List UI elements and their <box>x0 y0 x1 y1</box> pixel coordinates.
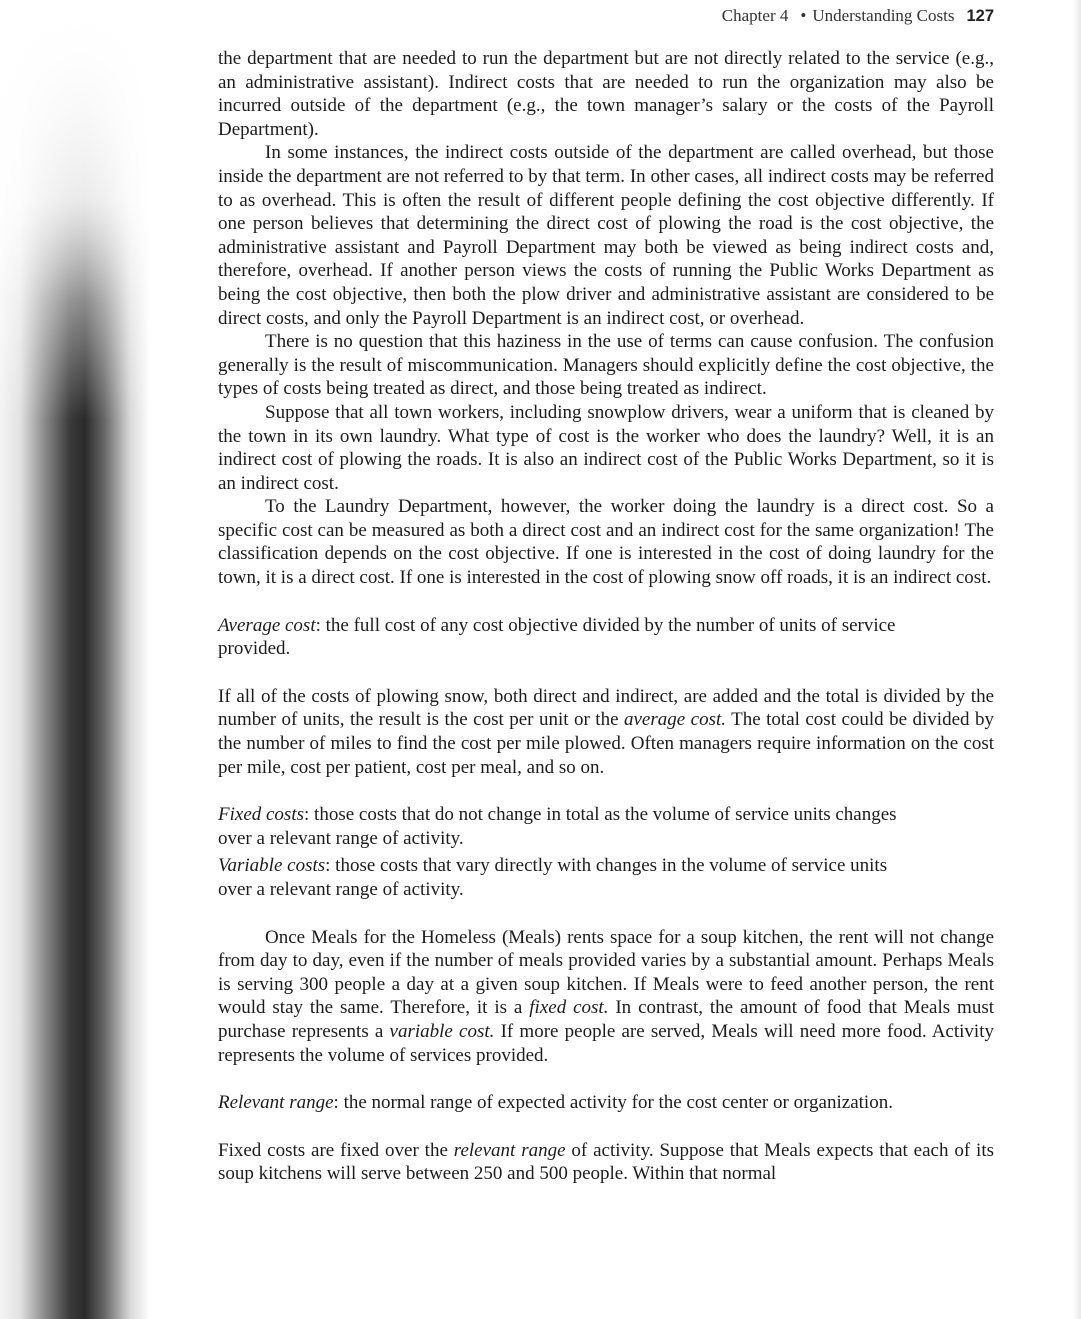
paragraph-2: In some instances, the indirect costs outside of the department are called overhead, but those inside the department are not referred to by that term. In other cases, all indirect costs may be referred to as overhead. This is often the result of different people defining the cost objective differently. If one person believes that determining the direct cost of plowing the road is the cost objective, the administrative assistant and Payroll Department may both be viewed as being indirect costs and, therefore, overhead. If another person views the costs of running the Public Works Department as being the cost objective, then both the plow driver and administrative assistant are considered to be direct costs, and only the Payroll Department is an indirect cost, or overhead. <box>218 142 994 329</box>
paragraph-4: Suppose that all town workers, including snowplow drivers, wear a uniform that is cleaned by the town in its own laundry. What type of cost is the worker who does the laundry? Well, it is an indirect cost of plowing the roads. It is also an indirect cost of the Public Works Department, so it is an indirect cost. <box>218 401 994 494</box>
term-variable-cost: variable cost. <box>389 1020 495 1042</box>
definition-text: : the full cost of any cost objective divided by the number of units of service provided. <box>218 614 896 660</box>
running-head <box>722 6 994 30</box>
scan-edge-fade <box>0 0 150 420</box>
page-fold-shadow <box>1073 0 1081 1319</box>
definition-variable-costs <box>218 854 918 901</box>
paragraph-7: Once Meals for the Homeless (Meals) rents space for a soup kitchen, the rent will not change from day to day, even if the number of meals provided varies by a substantial amount. Perhaps Meals is serving 300 people a day at a given soup kitchen. If Meals were to feed another person, the rent would stay the same. Therefore, it is a fixed cost. In contrast, the amount of food that Meals must purchase represents a variable cost. If more people are served, Meals will need more food. Activity represents the volume of services provided. <box>218 926 994 1066</box>
definition-term: Variable costs <box>218 855 326 877</box>
definition-term: Average cost <box>218 614 316 636</box>
definition-term: Relevant range <box>218 1092 334 1114</box>
definition-fixed-costs <box>218 803 918 850</box>
term-relevant-range: relevant range <box>453 1139 566 1161</box>
paragraph-8: Fixed costs are fixed over the relevant range of activity. Suppose that Meals expects that each of its soup kitchens will serve between 250 and 500 people. Within that normal <box>218 1139 995 1185</box>
definition-text: : those costs that vary directly with changes in the volume of service units over a relevant range of activity. <box>218 855 888 900</box>
header-bullet: • <box>800 6 807 25</box>
chapter-label: Chapter 4 <box>721 6 789 25</box>
page-number: 127 <box>966 7 994 25</box>
paragraph-3: There is no question that this haziness in the use of terms can cause confusion. The confusion generally is the result of miscommunication. Managers should explicitly define the cost objective, the types of costs being treated as direct, and those being treated as indirect. <box>218 331 994 400</box>
term-average-cost: average cost. <box>623 709 726 731</box>
definition-text: : the normal range of expected activity for the cost center or organization. <box>333 1092 893 1114</box>
definition-relevant-range <box>218 1091 918 1115</box>
paragraph-5: To the Laundry Department, however, the worker doing the laundry is a direct cost. So a specific cost can be measured as both a direct cost and an indirect cost for the same organization! The classification depends on the cost objective. If one is interested in the cost of doing laundry for the town, it is a direct cost. If one is interested in the cost of plowing snow off roads, it is an indirect cost. <box>218 496 994 589</box>
body-text <box>218 47 994 1186</box>
chapter-title: Understanding Costs <box>812 6 955 25</box>
definition-text: : those costs that do not change in total as the volume of service units changes over a relevant range of activity. <box>218 804 897 849</box>
definition-average-cost <box>218 614 918 661</box>
term-fixed-cost: fixed cost. <box>529 997 609 1019</box>
paragraph-1: the department that are needed to run the department but are not directly related to the service (e.g., an administrative assistant). Indirect costs that are needed to run the organization may also be incurred outside of the department (e.g., the town manager’s salary or the costs of the Payroll Department). <box>218 48 994 140</box>
definition-term: Fixed costs <box>218 804 305 826</box>
paragraph-6: If all of the costs of plowing snow, both direct and indirect, are added and the total is divided by the number of units, the result is the cost per unit or the average cost. The total cost could be divided by the number of miles to find the cost per mile plowed. Often managers require information on the cost per mile, cost per patient, cost per meal, and so on. <box>218 685 994 778</box>
